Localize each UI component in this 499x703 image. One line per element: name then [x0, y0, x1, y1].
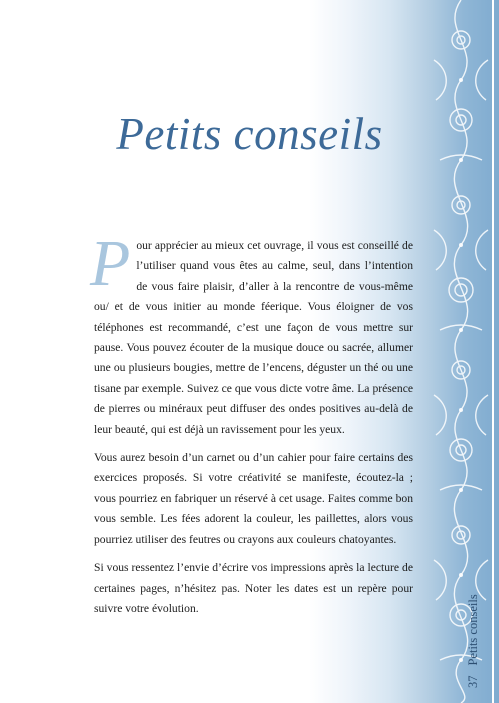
page-title: Petits conseils: [116, 109, 383, 159]
page-edge-line: [492, 0, 494, 703]
running-footer: [466, 594, 481, 688]
filigree-ornament: [430, 0, 492, 703]
paragraph-journal: Si vous ressentez l’envie d’écrire vos impressions après la lecture de certaines pages, n’hésitez pas. Noter les dates est un repère pour suivre votre évolution.: [94, 561, 413, 615]
paragraph-materials: Vous aurez besoin d’un carnet ou d’un cahier pour faire certains des exercices proposés. Si votre créativité se manifeste, écoutez-la ; vous pourriez en fabriquer un réservé à cet usage. Faites comme bon vous semble. Les fées adorent la couleur, les paillettes, alors vous pourriez utiliser des feutres ou crayons aux couleurs chatoyantes.: [94, 451, 413, 546]
paragraph-intro-text: our apprécier au mieux cet ouvrage, il vous est conseillé de l’utiliser quand vous êtes au calme, seul, dans l’intention de vous faire plaisir, d’aller à la rencontre de vous-même ou/ et de vous initier au monde féerique. Vous éloigner de vos téléphones est recommandé, c’est une façon de vous mettre sur pause. Vous pouvez écouter de la musique douce ou sacrée, allumer une ou plusieurs bougies, mettre de l’encens, déguster un thé ou une tisane par exemple. Suivez ce que vous dicte votre âme. La présence de pierres ou minéraux peut diffuser des ondes positives au-delà de leur beauté, qui est déjà un ravissement pour les yeux.: [94, 239, 413, 436]
body-text: [90, 227, 413, 627]
running-title: Petits conseils: [466, 594, 480, 666]
drop-cap: P: [90, 227, 131, 300]
page-number: 37: [466, 675, 480, 688]
paragraph-intro: [90, 227, 413, 440]
